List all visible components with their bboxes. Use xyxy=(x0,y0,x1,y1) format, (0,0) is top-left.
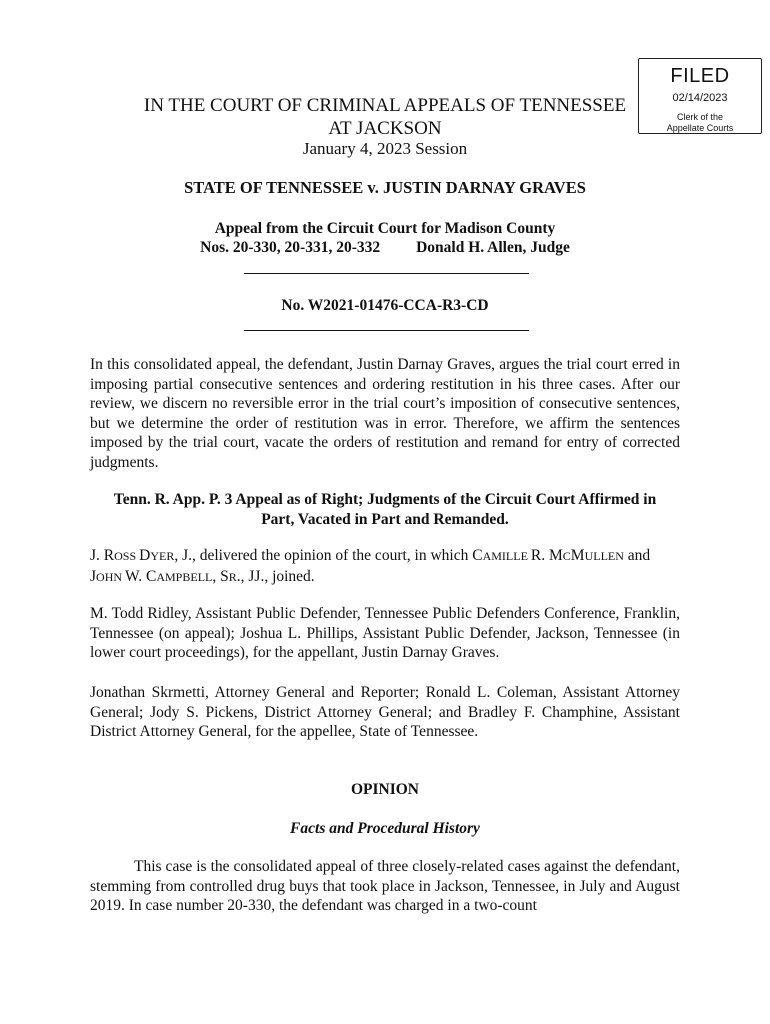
docket-number: No. W2021-01476-CCA-R3-CD xyxy=(281,297,489,314)
author-text: R xyxy=(228,569,237,584)
counsel-appellant: M. Todd Ridley, Assistant Public Defender, Tennessee Public Defenders Conference, Franklin, Tennessee (on appeal); Joshua L. Phillips, Assistant Public Defender, Jackson, Tennessee (in lower court proceedings), for the appellant, Justin Darnay Graves. xyxy=(90,605,680,662)
trial-info xyxy=(90,238,680,257)
divider-top xyxy=(244,273,529,274)
author-text: C xyxy=(472,547,483,564)
disposition-line-1: Tenn. R. App. P. 3 Appeal as of Right; Judgments of the Circuit Court Affirmed in xyxy=(113,491,657,508)
author-text: OSS xyxy=(114,549,140,563)
author-text: D xyxy=(139,547,151,564)
trial-numbers: Nos. 20-330, 20-331, 20-332 xyxy=(200,239,381,256)
author-text: J xyxy=(90,567,97,585)
body-text: This case is the consolidated appeal of three closely-related cases against the defendant, stemming from controlled drug buys that took place in Jackson, Tennessee, in July and August 2019. In case number 20-330, the defendant was charged in a two-count xyxy=(90,858,680,915)
court-line-1: IN THE COURT OF CRIMINAL APPEALS OF TENNESSEE xyxy=(143,95,627,116)
summary-paragraph: In this consolidated appeal, the defendant, Justin Darnay Graves, argues the trial court erred in imposing partial consecutive sentences and ordering restitution in his three cases. After our review, we discern no reversible error in the trial court’s imposition of consecutive sentences, but we determine the order of restitution was in error. Therefore, we affirm the sentences imposed by the trial court, vacate the orders of restitution and remand for entry of corrected judgments. xyxy=(90,356,680,471)
appeal-from: Appeal from the Circuit Court for Madison County xyxy=(214,220,556,237)
appeal-info xyxy=(90,219,680,257)
body-paragraph xyxy=(90,857,680,916)
counsel-appellee: Jonathan Skrmetti, Attorney General and Reporter; Ronald L. Coleman, Assistant Attorney General; Jody S. Pickens, District Attorney General; and Bradley F. Champhine, Assistant District Attorney General, for the appellee, State of Tennessee. xyxy=(90,684,680,741)
author-text: and xyxy=(623,547,651,564)
opinion-heading: OPINION xyxy=(350,781,420,798)
author-text: YER xyxy=(150,549,175,563)
author-text: AMILLE xyxy=(482,549,531,563)
author-text: AMPBELL xyxy=(156,569,213,584)
clerk-line-2: Appellate Courts xyxy=(666,123,734,133)
filed-label: FILED xyxy=(670,65,730,87)
author-text: W. C xyxy=(125,567,157,585)
court-name xyxy=(90,94,680,140)
author-text: J. R xyxy=(90,547,115,564)
disposition xyxy=(90,490,680,530)
author-text: , S xyxy=(212,567,229,585)
author-text: , J., delivered the opinion of the court, in which xyxy=(174,547,473,564)
clerk-line-1: Clerk of the xyxy=(676,112,724,122)
author-text: C xyxy=(562,549,571,563)
filed-date: 02/14/2023 xyxy=(672,92,728,104)
author-text: R. M xyxy=(530,547,563,564)
author-text: OHN xyxy=(96,569,126,584)
section-heading: Facts and Procedural History xyxy=(290,820,480,837)
divider-bottom xyxy=(244,330,529,331)
author-text: M xyxy=(570,547,585,564)
trial-judge: Donald H. Allen, Judge xyxy=(416,239,570,256)
author-text: ., JJ., joined. xyxy=(236,567,315,585)
session-date: January 4, 2023 Session xyxy=(302,139,468,158)
disposition-line-2: Part, Vacated in Part and Remanded. xyxy=(261,511,509,528)
case-caption: STATE OF TENNESSEE v. JUSTIN DARNAY GRAVES xyxy=(184,178,586,197)
court-line-2: AT JACKSON xyxy=(328,118,442,139)
authorship-line xyxy=(90,546,680,587)
author-text: ULLEN xyxy=(584,549,624,563)
